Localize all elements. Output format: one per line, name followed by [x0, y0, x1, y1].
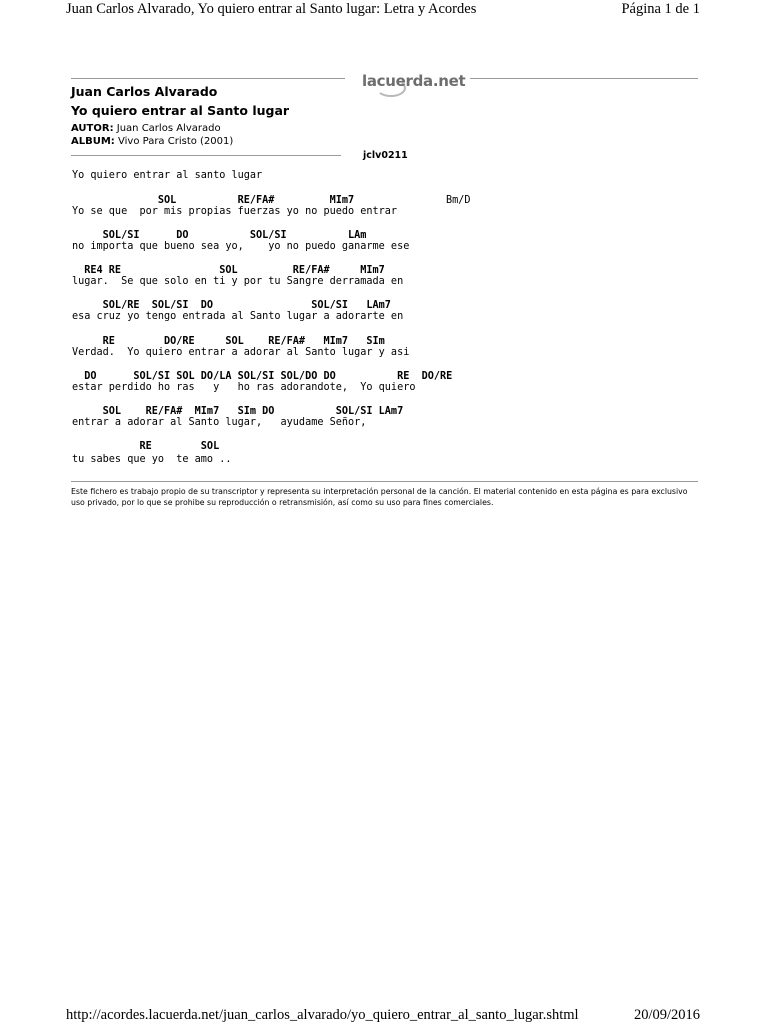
disclaimer-rule: [71, 481, 698, 482]
chord-line: RE SOL: [72, 441, 220, 452]
print-header: [66, 0, 700, 22]
print-header-title: Juan Carlos Alvarado, Yo quiero entrar al Santo lugar: Letra y Acordes: [66, 1, 477, 17]
print-footer: [66, 1006, 700, 1024]
chord-line: SOL RE/FA# MIm7: [72, 195, 355, 206]
chord-line: SOL RE/FA# MIm7 SIm DO SOL/SI LAm7: [72, 406, 404, 417]
chord-line: SOL/SI DO SOL/SI LAm: [72, 230, 367, 241]
lyric-line: esa cruz yo tengo entrada al Santo lugar a adorarte en: [72, 311, 404, 322]
print-footer-date: 20/09/2016: [633, 1007, 700, 1023]
lacuerda-logo[interactable]: [362, 70, 466, 96]
lyric-line: estar perdido ho ras y ho ras adorandote, Yo quiero: [72, 382, 416, 393]
album-line: [71, 136, 233, 147]
lyric-line: entrar a adorar al Santo lugar, ayudame Señor,: [72, 417, 367, 428]
lyric-line: lugar. Se que solo en ti y por tu Sangre derramada en: [72, 276, 404, 287]
chord-line: DO SOL/SI SOL DO/LA SOL/SI SOL/DO DO RE DO/RE: [72, 371, 453, 382]
song-code: jclv0211: [363, 150, 408, 161]
header-rule-left: [71, 78, 345, 79]
lyric-line: Yo se que por mis propias fuerzas yo no puedo entrar: [72, 206, 398, 217]
lyric-line: Yo quiero entrar al santo lugar: [72, 170, 263, 181]
author-line: [71, 123, 221, 134]
header-rule-right: [470, 78, 698, 79]
lyric-line: Verdad. Yo quiero entrar a adorar al Santo lugar y asi: [72, 347, 410, 358]
print-footer-url[interactable]: http://acordes.lacuerda.net/juan_carlos_alvarado/yo_quiero_entrar_al_santo_lugar.shtml: [66, 1007, 579, 1023]
lyric-line: no importa que bueno sea yo, yo no puedo ganarme ese: [72, 241, 410, 252]
song-title: Yo quiero entrar al Santo lugar: [71, 103, 290, 118]
chord-line: RE4 RE SOL RE/FA# MIm7: [72, 265, 385, 276]
song-artist: Juan Carlos Alvarado: [71, 84, 218, 99]
author-label: AUTOR:: [71, 123, 114, 134]
author-value: Juan Carlos Alvarado: [116, 123, 221, 134]
extra-chord: Bm/D: [446, 195, 471, 206]
album-label: ALBUM:: [71, 136, 115, 147]
print-header-page-number: Página 1 de 1: [621, 1, 700, 17]
info-rule-left: [71, 155, 341, 156]
album-value: Vivo Para Cristo (2001): [118, 136, 234, 147]
chord-line: RE DO/RE SOL RE/FA# MIm7 SIm: [72, 336, 385, 347]
disclaimer-text: Este fichero es trabajo propio de su transcriptor y representa su interpretación personal de la canción. El material contenido en esta página es para exclusivo uso privado, por lo que se prohibe su reproducción o retransmisión, así como su uso para fines comerciales.: [71, 487, 688, 507]
lyric-line: tu sabes que yo te amo ..: [72, 454, 232, 465]
chord-line: SOL/RE SOL/SI DO SOL/SI LAm7: [72, 300, 391, 311]
logo-text: lacuerda.net: [362, 72, 466, 90]
